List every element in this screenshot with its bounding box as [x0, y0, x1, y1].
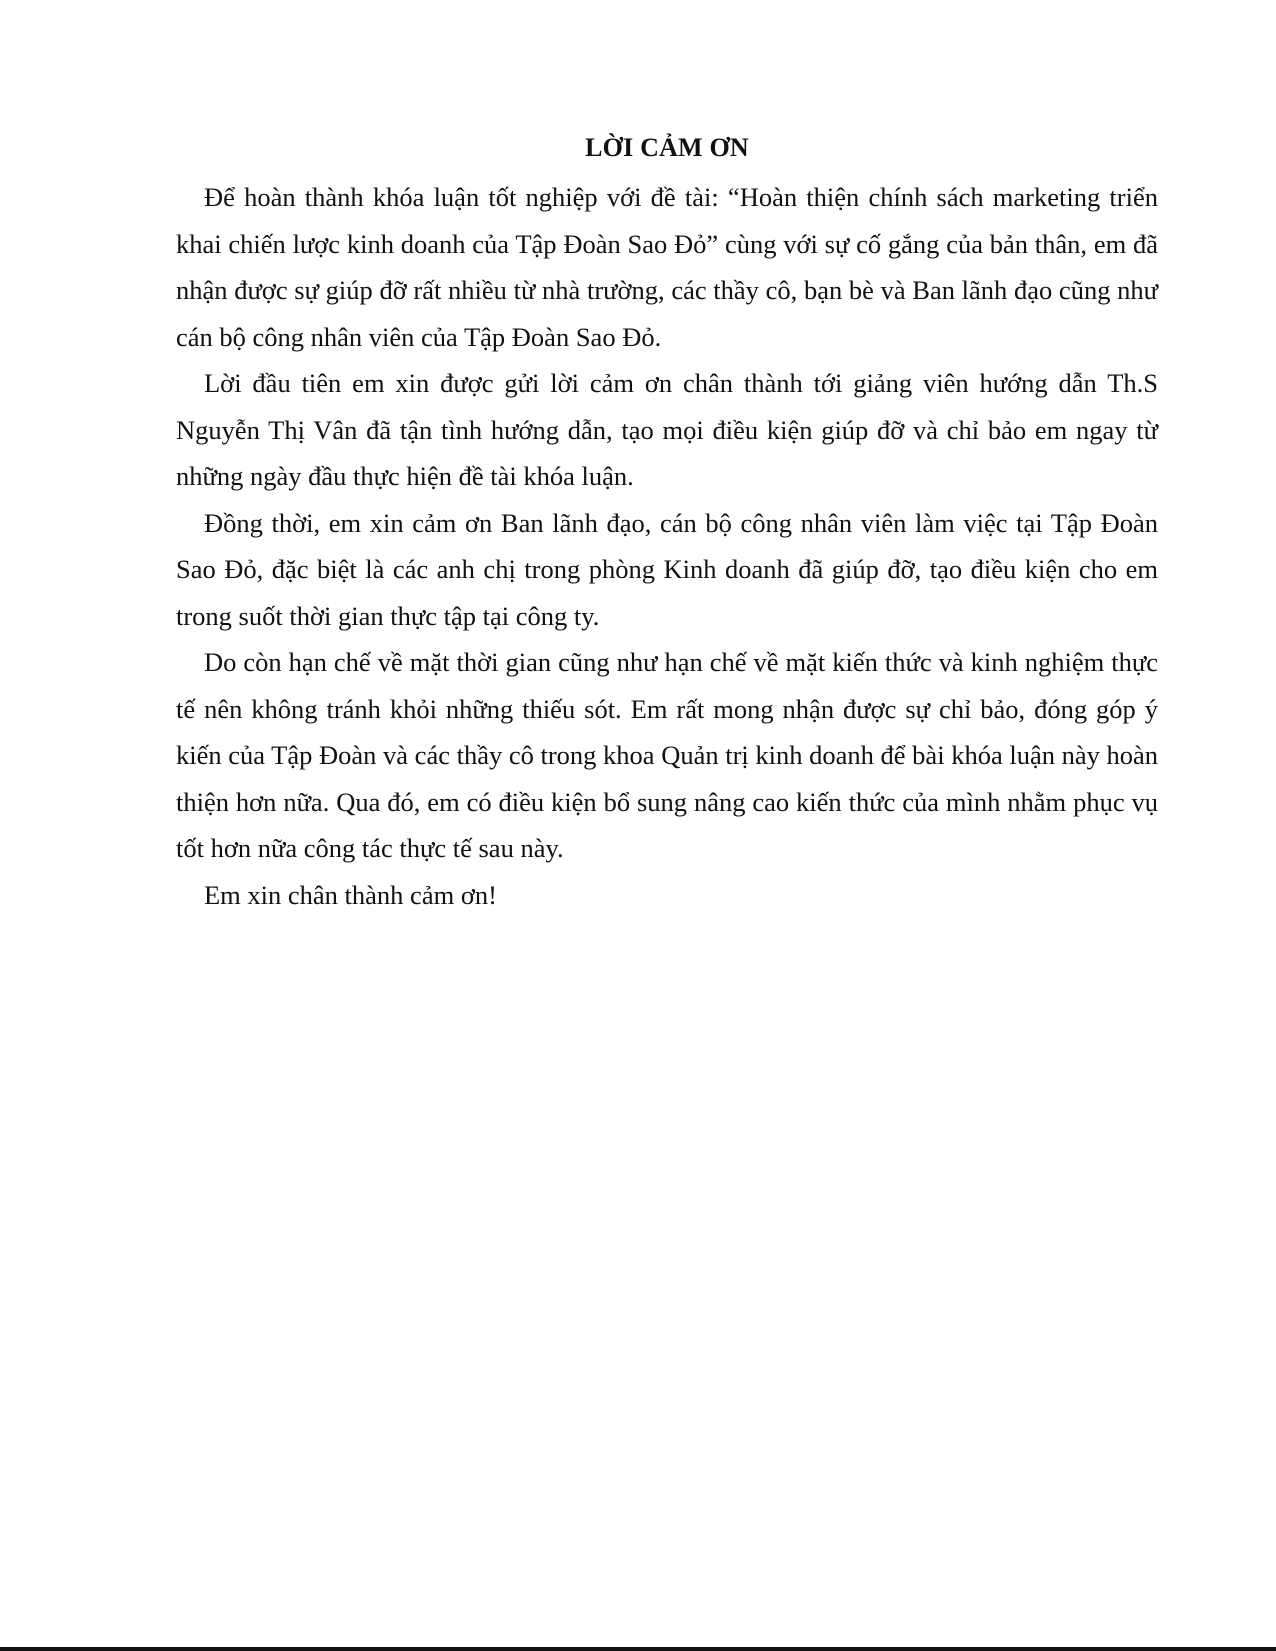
bottom-border-line	[0, 1647, 1276, 1651]
paragraph-1: Để hoàn thành khóa luận tốt nghiệp với đề tài: “Hoàn thiện chính sách marketing triển khai chiến lược kinh doanh của Tập Đoàn Sao Đỏ” cùng với sự cố gắng của bản thân, em đã nhận được sự giúp đỡ rất nhiều từ nhà trường, các thầy cô, bạn bè và Ban lãnh đạo cũng như cán bộ công nhân viên của Tập Đoàn Sao Đỏ.	[176, 182, 1158, 352]
closing-line: Em xin chân thành cảm ơn!	[204, 879, 497, 910]
paragraph-3: Đồng thời, em xin cảm ơn Ban lãnh đạo, cán bộ công nhân viên làm việc tại Tập Đoàn Sao Đỏ, đặc biệt là các anh chị trong phòng Kinh doanh đã giúp đỡ, tạo điều kiện cho em trong suốt thời gian thực tập tại công ty.	[176, 507, 1158, 631]
acknowledgement-section	[176, 128, 1158, 918]
paragraph-4: Do còn hạn chế về mặt thời gian cũng như hạn chế về mặt kiến thức và kinh nghiệm thực tế nên không tránh khỏi những thiếu sót. Em rất mong nhận được sự chỉ bảo, đóng góp ý kiến của Tập Đoàn và các thầy cô trong khoa Quản trị kinh doanh để bài khóa luận này hoàn thiện hơn nữa. Qua đó, em có điều kiện bổ sung nâng cao kiến thức của mình nhằm phục vụ tốt hơn nữa công tác thực tế sau này.	[176, 647, 1158, 863]
page-title: LỜI CẢM ƠN	[585, 133, 749, 162]
paragraph-2: Lời đầu tiên em xin được gửi lời cảm ơn chân thành tới giảng viên hướng dẫn Th.S Nguyễn Thị Vân đã tận tình hướng dẫn, tạo mọi điều kiện giúp đỡ và chỉ bảo em ngay từ những ngày đầu thực hiện đề tài khóa luận.	[176, 368, 1158, 491]
